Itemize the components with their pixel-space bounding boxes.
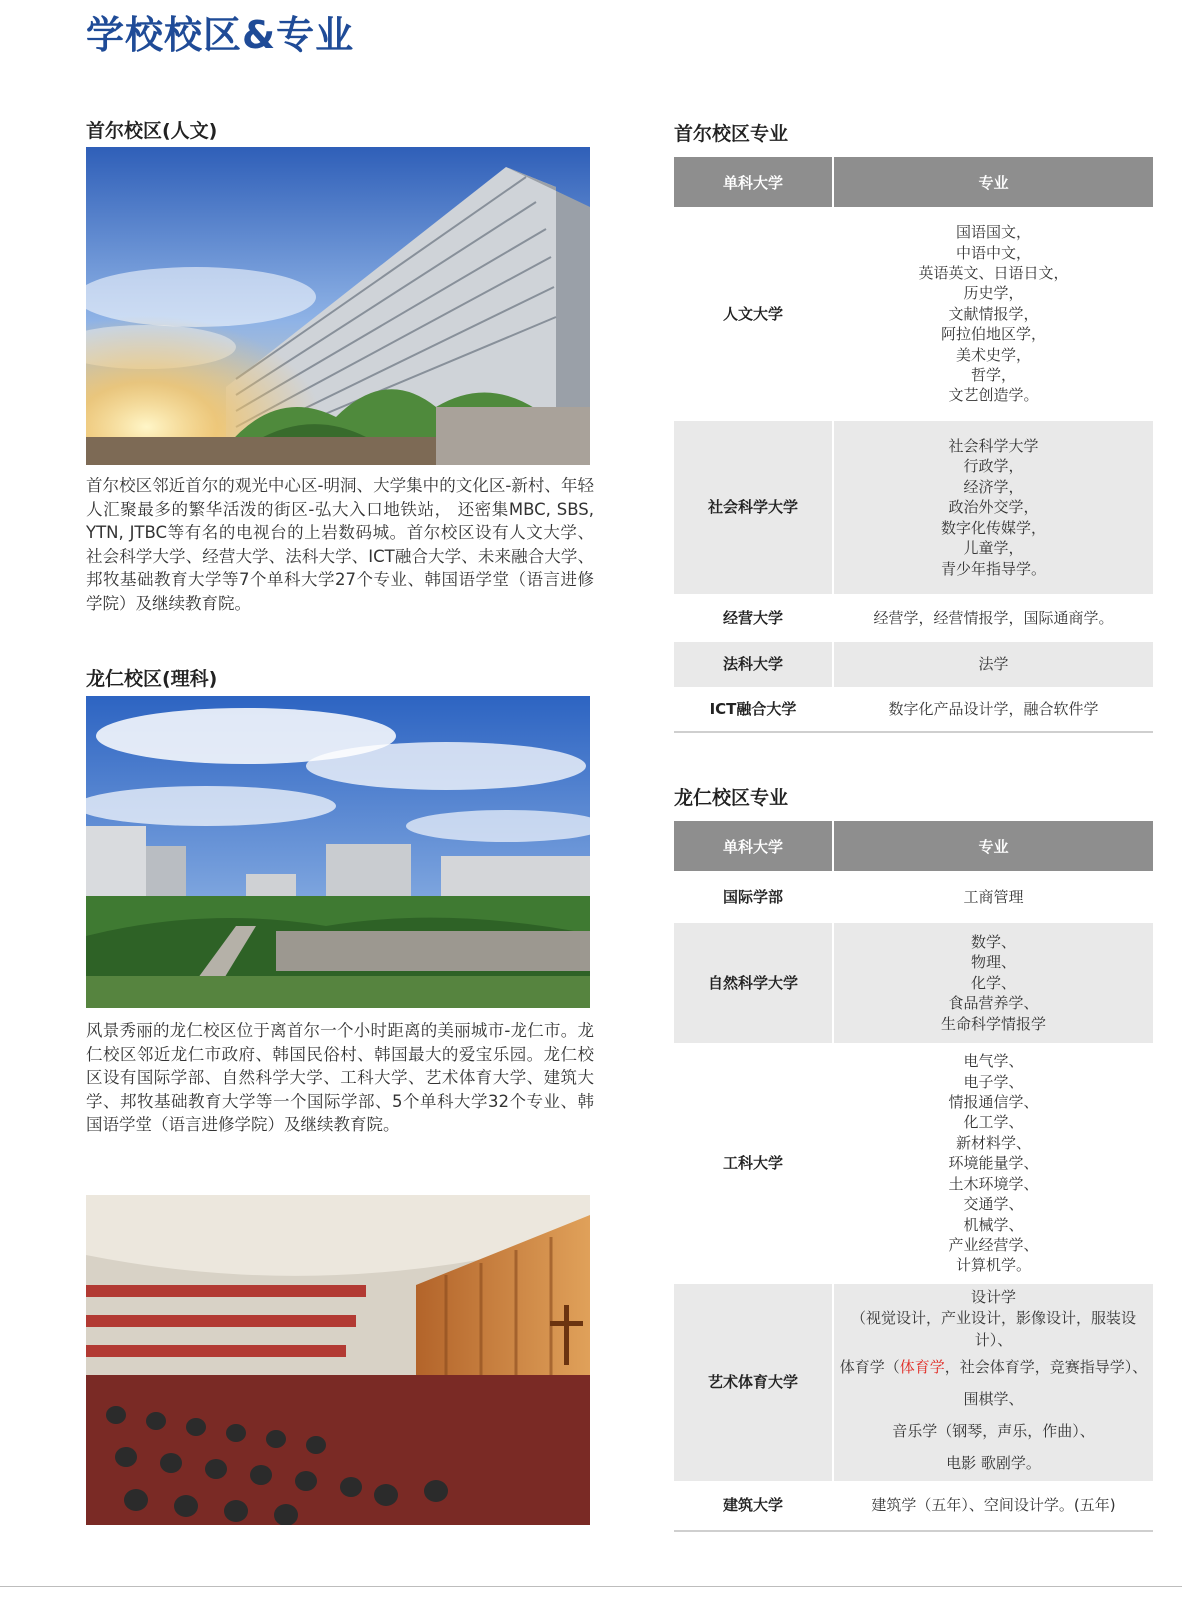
- col-header-major: 专业: [833, 157, 1153, 207]
- major-line: 数字化产品设计学，融合软件学: [888, 699, 1099, 718]
- major-line: 中语中文，: [955, 243, 1031, 262]
- table-row: [674, 923, 1153, 1043]
- table-row: [674, 1043, 1153, 1284]
- major-line: 阿拉伯地区学，: [940, 325, 1046, 344]
- major-line: 设计学: [970, 1287, 1016, 1306]
- table-row: [674, 421, 1153, 594]
- college-cell: 自然科学大学: [674, 923, 833, 1043]
- college-cell: ICT融合大学: [674, 687, 833, 732]
- major-line: 生命科学情报学: [940, 1014, 1046, 1033]
- table-row: [674, 1284, 1153, 1481]
- seoul-majors-heading: 首尔校区专业: [674, 123, 789, 145]
- major-line: 音乐学（钢琴，声乐，作曲）、: [892, 1421, 1095, 1440]
- major-line: 美术史学，: [955, 345, 1031, 364]
- major-line: 哲学，: [970, 366, 1016, 385]
- major-line: 化工学、: [963, 1113, 1024, 1132]
- table-row: [674, 1481, 1153, 1531]
- col-header-college: 单科大学: [674, 821, 833, 871]
- majors-cell: [833, 421, 1153, 594]
- majors-cell: [833, 207, 1153, 421]
- bottom-divider: [0, 1586, 1182, 1587]
- major-line: 围棋学、: [963, 1389, 1024, 1408]
- major-line: 英语英文、日语日文，: [918, 263, 1069, 282]
- majors-cell: [833, 871, 1153, 923]
- major-line: 青少年指导学。: [940, 559, 1046, 578]
- major-line: 政治外交学，: [948, 498, 1039, 517]
- yongin-campus-photo: [86, 696, 590, 1008]
- table-row: [674, 642, 1153, 687]
- major-line: 食品营养学、: [948, 994, 1039, 1013]
- major-line: 文艺创造学。: [948, 386, 1039, 405]
- major-text: ，社会体育学，竞赛指导学）、: [944, 1357, 1148, 1376]
- yongin-majors-table: [674, 821, 1153, 1532]
- major-line: 国语国文，: [955, 223, 1031, 242]
- yongin-campus-description: 风景秀丽的龙仁校区位于离首尔一个小时距离的美丽城市-龙仁市。龙仁校区邻近龙仁市政府、韩国民俗村、韩国最大的爱宝乐园。龙仁校区设有国际学部、自然科学大学、工科大学、艺术体育大学、建筑大学、邦牧基础教育大学等一个国际学部、5个单科大学32个专业、韩国语学堂（语言进修学院）及继续教育院。: [86, 1021, 594, 1134]
- major-line: 经济学，: [963, 477, 1024, 496]
- major-line: 文献情报学，: [948, 304, 1039, 323]
- yongin-majors-heading: 龙仁校区专业: [674, 787, 789, 809]
- college-cell: 法科大学: [674, 642, 833, 687]
- major-line: 电子学、: [963, 1072, 1024, 1091]
- college-cell: 艺术体育大学: [674, 1284, 833, 1481]
- page-title: 学校校区&专业: [86, 13, 355, 57]
- table-row: [674, 871, 1153, 923]
- seoul-majors-table: [674, 157, 1153, 733]
- majors-cell: [833, 687, 1153, 732]
- majors-cell: [833, 594, 1153, 642]
- major-line: [834, 1351, 1153, 1383]
- seoul-campus-photo: [86, 147, 590, 465]
- major-line: 社会科学大学: [948, 437, 1039, 456]
- college-cell: 建筑大学: [674, 1481, 833, 1531]
- major-line: 机械学、: [963, 1215, 1024, 1234]
- college-cell: 国际学部: [674, 871, 833, 923]
- yongin-campus-heading: 龙仁校区(理科): [86, 668, 218, 690]
- majors-cell: [833, 1284, 1153, 1481]
- college-cell: 工科大学: [674, 1043, 833, 1284]
- major-line: 数学、: [970, 932, 1016, 951]
- seoul-campus-heading: 首尔校区(人文): [86, 120, 218, 142]
- major-line: 数字化传媒学，: [940, 518, 1046, 537]
- table-row: [674, 594, 1153, 642]
- seoul-campus-description: 首尔校区邻近首尔的观光中心区-明洞、大学集中的文化区-新村、年轻人汇聚最多的繁华活泼的街区-弘大入口地铁站， 还密集MBC, SBS, YTN, JTBC等有名的电视台的上岩数码城。首尔校区设有人文大学、社会科学大学、经营大学、法科大学、ICT融合大学、未来融合大学、邦牧基础教育大学等7个单科大学27个专业、韩国语学堂（语言进修学院）及继续教育院。: [86, 476, 594, 613]
- major-line: 土木环境学、: [948, 1174, 1039, 1193]
- major-line: 法学: [978, 655, 1009, 674]
- highlight-text: 体育学: [899, 1357, 945, 1376]
- major-line: 物理、: [970, 953, 1016, 972]
- majors-cell: [833, 1481, 1153, 1531]
- major-line: 电影 歌剧学。: [946, 1453, 1041, 1472]
- major-line: 工商管理: [963, 887, 1024, 906]
- majors-cell: [833, 1043, 1153, 1284]
- major-line: 历史学，: [963, 284, 1024, 303]
- major-line: 化学、: [970, 973, 1016, 992]
- college-cell: 人文大学: [674, 207, 833, 421]
- major-line: 儿童学，: [963, 539, 1024, 558]
- major-line: 计算机学。: [955, 1256, 1031, 1275]
- major-line: 行政学，: [963, 457, 1024, 476]
- major-line: 电气学、: [963, 1052, 1024, 1071]
- major-line: （视觉设计，产业设计，影像设计，服装设计）、: [850, 1308, 1136, 1349]
- major-text: 体育学（: [839, 1357, 900, 1376]
- major-line: 建筑学（五年）、空间设计学。(五年): [871, 1496, 1116, 1515]
- auditorium-photo: [86, 1195, 590, 1525]
- major-line: 情报通信学、: [948, 1093, 1039, 1112]
- majors-cell: [833, 642, 1153, 687]
- major-line: 环境能量学、: [948, 1154, 1039, 1173]
- major-line: 产业经营学、: [948, 1235, 1039, 1254]
- col-header-college: 单科大学: [674, 157, 833, 207]
- major-line: 交通学、: [963, 1195, 1024, 1214]
- major-line: 新材料学、: [955, 1133, 1031, 1152]
- table-row: [674, 687, 1153, 732]
- college-cell: 社会科学大学: [674, 421, 833, 594]
- col-header-major: 专业: [833, 821, 1153, 871]
- major-line: 经营学，经营情报学，国际通商学。: [873, 608, 1114, 627]
- college-cell: 经营大学: [674, 594, 833, 642]
- table-row: [674, 207, 1153, 421]
- majors-cell: [833, 923, 1153, 1043]
